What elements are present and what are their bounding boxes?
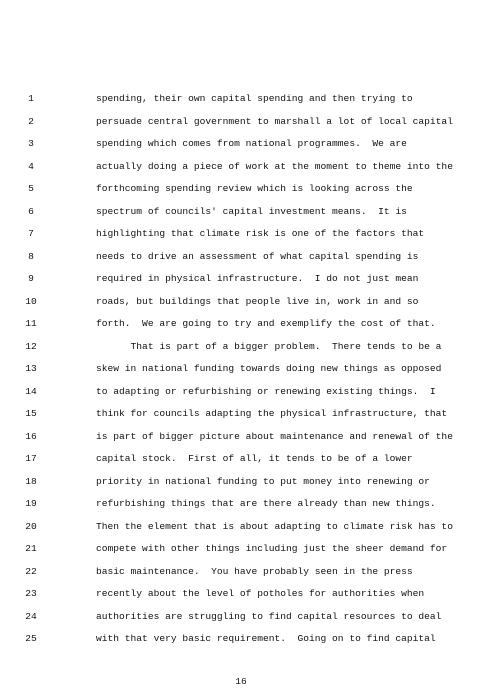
line-text: highlighting that climate risk is one of the factors that [96, 228, 425, 239]
line-text: That is part of a bigger problem. There tends to be a [96, 340, 442, 352]
transcript-line [0, 493, 482, 516]
line-text: capital stock. First of all, it tends to be of a lower [96, 453, 413, 464]
line-text: refurbishing things that are there already than new things. [96, 498, 436, 509]
line-text: to adapting or refurbishing or renewing existing things. I [96, 385, 436, 397]
line-text: spending which comes from national programmes. We are [96, 138, 407, 149]
transcript-line [0, 606, 482, 629]
line-text: forthcoming spending review which is looking across the [96, 183, 413, 194]
transcript-line [0, 133, 482, 156]
line-number: 4 [28, 160, 34, 172]
page-number: 16 [235, 676, 247, 687]
line-number: 20 [25, 520, 37, 532]
transcript-line [0, 268, 482, 291]
transcript-line [0, 313, 482, 336]
transcript-line [0, 561, 482, 584]
line-text: authorities are struggling to find capital resources to deal [96, 610, 442, 622]
transcript-line [0, 628, 482, 651]
line-number: 5 [28, 183, 34, 194]
line-text: skew in national funding towards doing new things as opposed [96, 363, 442, 374]
transcript-line [0, 223, 482, 246]
transcript-line [0, 358, 482, 381]
line-text: is part of bigger picture about maintenance and renewal of the [96, 430, 453, 442]
transcript-line [0, 291, 482, 314]
line-number: 17 [25, 453, 37, 464]
transcript-line [0, 471, 482, 494]
transcript-line [0, 178, 482, 201]
line-number: 11 [25, 318, 37, 329]
line-text: compete with other things including just the sheer demand for [96, 543, 448, 554]
line-number: 1 [28, 93, 34, 104]
transcript-line [0, 381, 482, 404]
line-text: think for councils adapting the physical infrastructure, that [96, 408, 448, 419]
line-number: 7 [28, 228, 34, 239]
transcript-line [0, 111, 482, 134]
line-number: 9 [28, 273, 34, 284]
line-text: priority in national funding to put money into renewing or [96, 475, 430, 487]
transcript-line [0, 246, 482, 269]
line-text: recently about the level of potholes for authorities when [96, 588, 425, 599]
line-number: 15 [25, 408, 37, 419]
transcript-line [0, 583, 482, 606]
line-text: spectrum of councils' capital investment means. It is [96, 205, 407, 217]
line-text: forth. We are going to try and exemplify the cost of that. [96, 318, 436, 329]
line-number: 16 [25, 430, 37, 442]
line-number: 22 [25, 565, 37, 577]
transcript-body [0, 88, 482, 651]
line-number: 23 [25, 588, 37, 599]
line-number: 13 [25, 363, 37, 374]
line-text: Then the element that is about adapting to climate risk has to [96, 520, 453, 532]
line-text: required in physical infrastructure. I do not just mean [96, 273, 419, 284]
transcript-line [0, 156, 482, 179]
line-text: actually doing a piece of work at the moment to theme into the [96, 160, 453, 172]
line-text: basic maintenance. You have probably seen in the press [96, 565, 413, 577]
transcript-line [0, 516, 482, 539]
line-number: 10 [25, 295, 37, 307]
line-text: needs to drive an assessment of what capital spending is [96, 250, 419, 262]
line-number: 6 [28, 205, 34, 217]
line-number: 3 [28, 138, 34, 149]
line-number: 21 [25, 543, 37, 554]
transcript-line [0, 426, 482, 449]
transcript-line [0, 448, 482, 471]
transcript-line [0, 336, 482, 359]
line-text: with that very basic requirement. Going on to find capital [96, 633, 436, 644]
line-text: spending, their own capital spending and then trying to [96, 93, 413, 104]
line-text: persuade central government to marshall a lot of local capital [96, 115, 453, 127]
line-number: 14 [25, 385, 37, 397]
line-text: roads, but buildings that people live in, work in and so [96, 295, 419, 307]
line-number: 8 [28, 250, 34, 262]
transcript-line [0, 403, 482, 426]
line-number: 24 [25, 610, 37, 622]
line-number: 19 [25, 498, 37, 509]
transcript-line [0, 538, 482, 561]
line-number: 18 [25, 475, 37, 487]
line-number: 12 [25, 340, 37, 352]
transcript-line [0, 201, 482, 224]
transcript-line [0, 88, 482, 111]
line-number: 25 [25, 633, 37, 644]
line-number: 2 [28, 115, 34, 127]
